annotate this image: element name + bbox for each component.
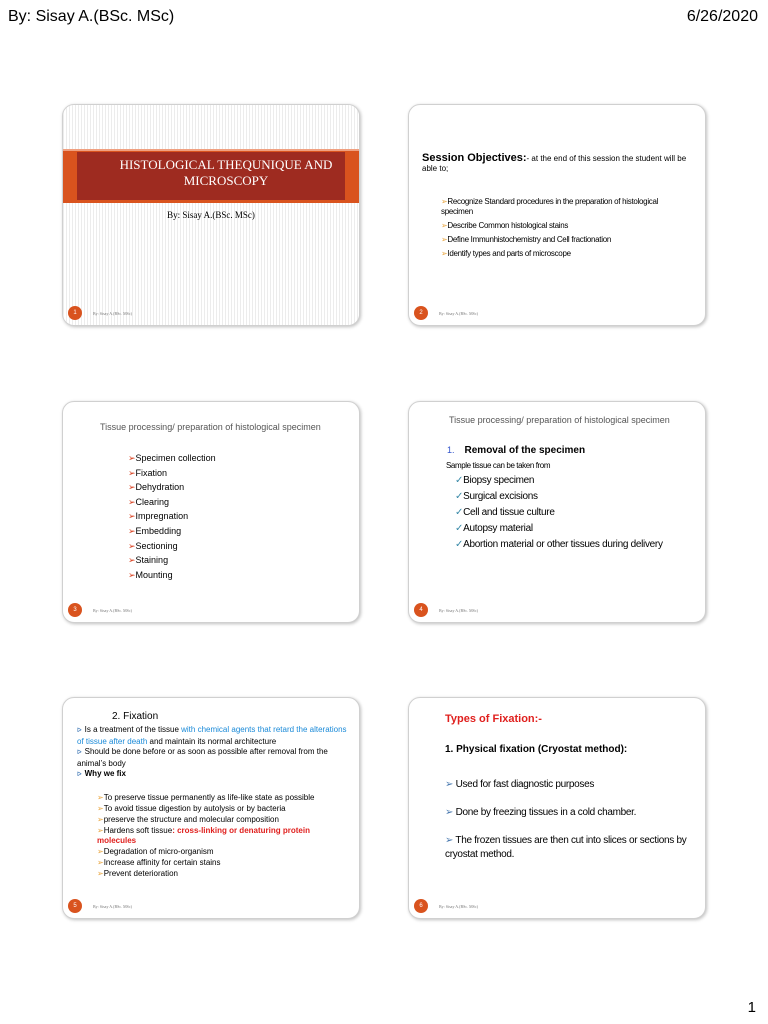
- section-heading: 1. Physical fixation (Cryostat method):: [445, 744, 628, 755]
- slide-title: Tissue processing/ preparation of histological specimen: [100, 422, 321, 432]
- arrow-bullet-icon: ➢: [128, 453, 136, 463]
- check-icon: ✓: [455, 539, 464, 550]
- list-item: ᐅ Why we fix: [77, 769, 126, 778]
- list-item: ➢Impregnation: [128, 511, 189, 522]
- slide-footer: By: Sisay A.(BSc. MSc): [439, 311, 479, 316]
- arrow-bullet-icon: ➢: [128, 525, 136, 536]
- list-item: ➢Specimen collection: [128, 453, 216, 463]
- list-item: ➢ Used for fast diagnostic purposes: [445, 779, 595, 790]
- check-icon: ✓: [455, 475, 464, 486]
- arrow-bullet-icon: ➢: [97, 868, 104, 878]
- list-item: ➢Describe Common histological stains: [441, 221, 569, 230]
- list-item: ➢Staining: [128, 555, 169, 566]
- header-date: 6/26/2020: [686, 8, 758, 25]
- list-item: ➢To avoid tissue digestion by autolysis or by bacteria: [97, 804, 286, 813]
- step-subtitle: Sample tissue can be taken from: [446, 461, 551, 470]
- arrow-bullet-icon: ➢: [441, 221, 448, 230]
- slide-1: [62, 104, 360, 326]
- slide-4: [408, 401, 706, 623]
- list-item: ➢Dehydration: [128, 482, 185, 493]
- bullet-icon: ᐅ: [77, 728, 82, 734]
- step-heading: 1. Removal of the specimen: [447, 445, 586, 456]
- slide-3: [62, 401, 360, 623]
- arrow-bullet-icon: ➢: [97, 846, 104, 856]
- list-item: ➢Hardens soft tissue: cross-linking or denaturing protein molecules: [97, 826, 310, 845]
- list-item: ➢preserve the structure and molecular composition: [97, 815, 279, 824]
- slide-footer: By: Sisay A.(BSc. MSc): [93, 608, 133, 613]
- list-item: ➢Sectioning: [128, 540, 178, 551]
- list-item: ➢ Done by freezing tissues in a cold chamber.: [445, 807, 637, 818]
- arrow-bullet-icon: ➢: [445, 779, 456, 790]
- objectives-intro: Session Objectives:- at the end of this session the student will be able to;: [422, 152, 687, 173]
- process-steps-list: [128, 451, 216, 582]
- list-item: ➢Mounting: [128, 569, 173, 580]
- slide-title: Tissue processing/ preparation of histological specimen: [449, 415, 670, 425]
- arrow-bullet-icon: ➢: [128, 540, 136, 551]
- objectives-list: [441, 197, 691, 263]
- arrow-bullet-icon: ➢: [97, 804, 104, 813]
- list-item: ➢To preserve tissue permanently as life-like state as possible: [97, 793, 315, 802]
- arrow-bullet-icon: ➢: [441, 235, 448, 244]
- list-item: ✓Autopsy material: [455, 523, 533, 534]
- arrow-bullet-icon: ➢: [128, 555, 136, 566]
- slide-footer: By: Sisay A.(BSc. MSc): [439, 608, 479, 613]
- slide-footer: By: Sisay A.(BSc. MSc): [93, 311, 133, 316]
- stripe-pattern: [63, 203, 359, 325]
- slide-6: [408, 697, 706, 919]
- arrow-bullet-icon: ➢: [441, 197, 448, 206]
- slide-number: 6: [414, 899, 428, 913]
- list-item: ✓Abortion material or other tissues during delivery: [455, 539, 663, 550]
- slide-number: 4: [414, 603, 428, 617]
- arrow-bullet-icon: ➢: [128, 569, 136, 580]
- list-item: ✓Surgical excisions: [455, 491, 538, 502]
- list-item: ➢Increase affinity for certain stains: [97, 857, 221, 867]
- list-item: ➢ The frozen tissues are then cut into slices or sections by cryostat method.: [445, 835, 687, 860]
- arrow-bullet-icon: ➢: [441, 249, 448, 258]
- arrow-bullet-icon: ➢: [128, 482, 136, 493]
- list-item: ➢Embedding: [128, 525, 182, 536]
- slide-title: HISTOLOGICAL THEQUNIQUE AND MICROSCOPY: [119, 157, 333, 188]
- arrow-bullet-icon: ➢: [128, 496, 136, 507]
- slide-5: [62, 697, 360, 919]
- list-item: ᐅ Is a treatment of the tissue with chemical agents that retard the alterations of tissue after death and maintain its normal architecture: [77, 725, 347, 746]
- header-author: By: Sisay A.(BSc. MSc): [8, 8, 175, 25]
- slide-author: By: Sisay A.(BSc. MSc): [167, 210, 255, 220]
- list-item: ➢Identify types and parts of microscope: [441, 249, 571, 258]
- bullet-icon: ᐅ: [77, 750, 82, 756]
- slide-footer: By: Sisay A.(BSc. MSc): [93, 904, 133, 909]
- arrow-bullet-icon: ➢: [97, 793, 104, 802]
- why-fix-list: [97, 793, 347, 880]
- list-item: ➢Fixation: [128, 467, 168, 478]
- sources-list: [455, 475, 695, 555]
- list-item: ➢Clearing: [128, 496, 170, 507]
- bullet-icon: ᐅ: [77, 772, 82, 778]
- arrow-bullet-icon: ➢: [128, 511, 136, 522]
- arrow-bullet-icon: ➢: [97, 815, 104, 824]
- page-number: 1: [747, 999, 756, 1016]
- slide-2: [408, 104, 706, 326]
- list-item: ➢Degradation of micro-organism: [97, 846, 214, 856]
- stripe-pattern: [63, 105, 359, 149]
- arrow-bullet-icon: ➢: [445, 807, 456, 818]
- slide-number: 3: [68, 603, 82, 617]
- list-item: ➢Define Immunhistochemistry and Cell fractionation: [441, 235, 612, 244]
- fixation-list: [77, 725, 355, 782]
- arrow-bullet-icon: ➢: [97, 826, 104, 835]
- slide-number: 5: [68, 899, 82, 913]
- list-item: ᐅ Should be done before or as soon as possible after removal from the animal’s body: [77, 747, 328, 768]
- slide-title: 2. Fixation: [112, 711, 159, 722]
- check-icon: ✓: [455, 523, 464, 534]
- check-icon: ✓: [455, 507, 464, 518]
- check-icon: ✓: [455, 491, 464, 502]
- arrow-bullet-icon: ➢: [445, 835, 456, 846]
- list-item: ✓Biopsy specimen: [455, 475, 535, 486]
- slide-number: 2: [414, 306, 428, 320]
- slide-title: Types of Fixation:-: [445, 713, 542, 725]
- slide-number: 1: [68, 306, 82, 320]
- list-item: ➢Prevent deterioration: [97, 868, 178, 878]
- arrow-bullet-icon: ➢: [128, 467, 136, 478]
- slide-footer: By: Sisay A.(BSc. MSc): [439, 904, 479, 909]
- physical-fixation-list: [445, 778, 695, 876]
- list-item: ➢Recognize Standard procedures in the preparation of histological specimen: [441, 197, 659, 216]
- arrow-bullet-icon: ➢: [97, 857, 104, 867]
- list-item: ✓Cell and tissue culture: [455, 507, 555, 518]
